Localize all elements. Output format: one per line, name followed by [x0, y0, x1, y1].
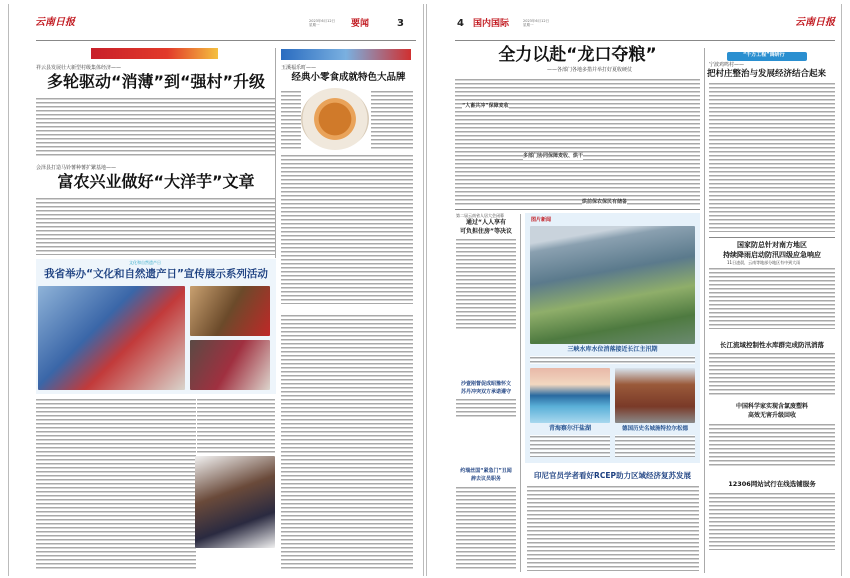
divider: [709, 237, 835, 238]
left-col-story2-line2: 苏丹冲突双方承诺遵守: [460, 389, 511, 395]
left-col-story2-line1: 沙壹刚督促成昭豫怀文: [460, 381, 511, 387]
column-divider: [704, 48, 705, 573]
article1-body: [36, 97, 276, 157]
feature-body-right: [197, 398, 275, 453]
article2-body: [36, 197, 276, 255]
heritage-exhibit-photo: [38, 286, 185, 390]
sidebar-headline: 把村庄整治与发展经济结合起来: [707, 69, 827, 79]
three-gorges-text: [530, 356, 695, 364]
brief4-body: [709, 492, 835, 550]
left-col-story2-body: [456, 398, 516, 418]
salt-lake-photo: [530, 368, 610, 423]
embroidery-photo: [190, 340, 270, 390]
lead-subhead: ——各部门各地多措并举打好夏收硬仗: [547, 67, 633, 73]
newspaper-logo: 云南日报: [795, 17, 835, 28]
article2-kicker: 会泽县打造马铃薯种薯扩繁基地——: [36, 165, 117, 171]
sidebar-banner: [281, 49, 411, 60]
right-page: [426, 4, 842, 576]
photo-news-label: 图片新闻: [531, 217, 552, 223]
brief3-headline-line2: 高效无害升级回收: [747, 412, 796, 419]
snack-plate-photo: [301, 88, 369, 150]
date-line: 2023年6月12日 星期一: [309, 19, 336, 27]
brief2-body: [709, 352, 835, 396]
left-col-headline-line2: 可负担住房”等决议: [460, 228, 512, 235]
salt-lake-text: [530, 435, 610, 457]
left-page: [8, 4, 424, 576]
sidebar-banner-text: “千万工程”调研行: [743, 52, 785, 58]
left-col-headline-line1: 通过“人人享有: [466, 219, 506, 226]
divider: [455, 209, 700, 210]
sidebar-body-left: [281, 90, 301, 150]
brief3-body: [709, 423, 835, 468]
article2-headline: 富农兴业做好“大洋芋”文章: [57, 172, 255, 191]
lead-headline: 全力以赴“龙口夺粮”: [498, 45, 657, 65]
date-line: 2023年6月12日 星期一: [523, 19, 550, 27]
left-col-kicker: 第二届云南省人居大会闭幕: [456, 213, 504, 218]
sidebar-kicker: 宁波鸡鸣村——: [709, 62, 745, 68]
section-label: 要闻: [351, 19, 370, 29]
feature-label: 文化和自然遗产日: [129, 260, 161, 265]
sidebar-body-right: [371, 90, 413, 150]
brief2-headline: 长江流域控制性水库群完成防汛消落: [720, 341, 824, 349]
stralsund-caption: 德国历史名城施特拉尔松德: [621, 426, 688, 432]
three-gorges-photo: [530, 226, 695, 344]
craftsman-photo: [190, 286, 270, 336]
lead-crosshead-3: 烘前保农保民有储备: [582, 199, 628, 205]
left-col-story3-line1: 约瑞丝国“紧急门”丑闻: [460, 468, 512, 474]
brief4-headline: 12306网站试行在线选铺服务: [728, 480, 816, 488]
page-number: 3: [397, 18, 404, 29]
left-col-story3-line2: 辞去议员职务: [470, 476, 501, 482]
lead-crosshead-2: 多部门协同保障麦收、烘干: [523, 153, 584, 159]
page3-lower-body: [281, 314, 413, 570]
column-divider: [520, 214, 521, 572]
column-divider: [275, 48, 276, 258]
lead-body: [455, 78, 700, 206]
header-rule: [36, 40, 416, 41]
feature-body: [36, 398, 196, 570]
red-banner: [91, 48, 218, 59]
sidebar-headline: 经典小零食成就特色大品牌: [291, 72, 406, 83]
header-rule: [455, 40, 835, 41]
brief1-headline-line2: 持续降雨启动防汛四级应急响应: [723, 251, 821, 259]
left-col-body: [456, 238, 516, 330]
brief1-body: [709, 267, 835, 329]
section-label: 国内国际: [473, 19, 510, 29]
page-number: 4: [457, 18, 464, 29]
left-col-story3-body: [456, 486, 516, 571]
ethnic-dance-photo: [195, 456, 275, 548]
article1-kicker: 祥云县发展壮大新型村级集体经济——: [36, 65, 122, 71]
salt-lake-caption: 青海察尔汗盐湖: [548, 425, 591, 432]
brief1-subhead: 11日凌晨，云南等地部分地区有中到大雨: [727, 260, 801, 265]
three-gorges-caption: 三峡水库水位消落接近长江主汛期: [567, 346, 658, 353]
article1-headline: 多轮驱动“消薄”到“强村”升级: [46, 72, 266, 91]
sidebar-body: [281, 154, 413, 304]
bottom-body: [527, 485, 699, 571]
lead-crosshead-1: “人畜共冲”保障麦收: [462, 103, 509, 109]
brief3-headline-line1: 中国科学家实现含氯废塑料: [735, 403, 808, 410]
brief1-headline-line1: 国家防总针对南方地区: [737, 241, 807, 249]
bottom-headline: 印尼官员学者看好RCEP助力区域经济复苏发展: [534, 471, 691, 480]
newspaper-logo: 云南日报: [35, 17, 75, 28]
feature-headline: 我省举办“文化和自然遗产日”宣传展示系列活动: [44, 268, 268, 280]
sidebar-kicker: 玉溪福乐町——: [281, 65, 317, 71]
stralsund-text: [615, 435, 695, 457]
sidebar-body: [709, 82, 835, 232]
stralsund-photo: [615, 368, 695, 423]
